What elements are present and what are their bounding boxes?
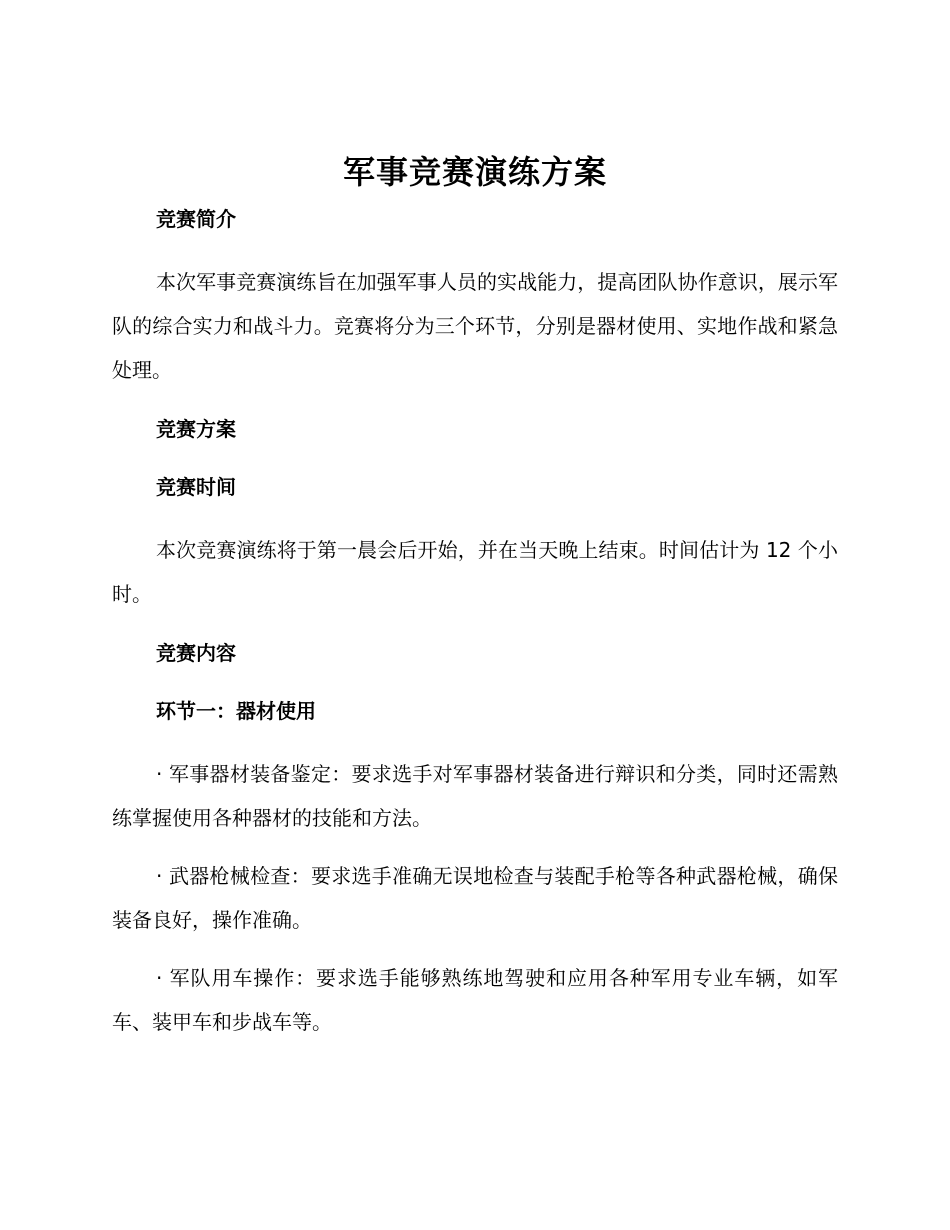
time-heading: 竞赛时间: [156, 475, 236, 499]
stage1-item-vehicles: · 军队用车操作：要求选手能够熟练地驾驶和应用各种军用专业车辆，如军车、装甲车和步战车等。: [112, 966, 838, 1034]
stage1-item-equipment: · 军事器材装备鉴定：要求选手对军事器材装备进行辩识和分类，同时还需熟练掌握使用各种器材的技能和方法。: [112, 762, 838, 830]
time-paragraph: 本次竞赛演练将于第一晨会后开始，并在当天晚上结束。时间估计为 12 个小时。: [112, 538, 838, 606]
stage1-item-weapons: · 武器枪械检查：要求选手准确无误地检查与装配手枪等各种武器枪械，确保装备良好，操作准确。: [112, 864, 838, 932]
stage1-heading: 环节一：器材使用: [156, 699, 316, 723]
plan-heading: 竞赛方案: [156, 417, 236, 441]
document-content: [112, 150, 838, 1058]
document-title: 军事竞赛演练方案: [342, 153, 607, 191]
intro-paragraph: 本次军事竞赛演练旨在加强军事人员的实战能力，提高团队协作意识，展示军队的综合实力和战斗力。竞赛将分为三个环节，分别是器材使用、实地作战和紧急处理。: [112, 270, 838, 382]
intro-heading: 竞赛简介: [156, 207, 236, 231]
content-heading: 竞赛内容: [156, 641, 236, 665]
